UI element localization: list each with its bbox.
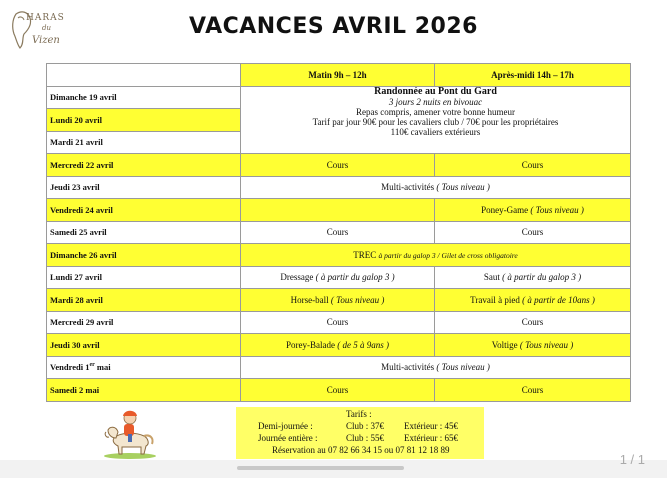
fullday-activity <box>241 244 631 267</box>
activity-note: ( à partir du galop 3 ) <box>315 272 395 283</box>
header-morning: Matin 9h – 12h <box>241 64 435 87</box>
morning-activity <box>241 199 435 222</box>
activity-note: ( à partir de 10ans ) <box>522 294 595 305</box>
randonnee-line3: 110€ cavaliers extérieurs <box>390 126 481 137</box>
activity-name: Porey-Balade <box>286 339 335 350</box>
randonnee-subtitle: 3 jours 2 nuits en bivouac <box>388 96 483 107</box>
afternoon-activity: Cours <box>435 311 631 334</box>
half-day-club-price: Club : 37€ <box>346 421 385 431</box>
cartoon-rider-illustration <box>100 404 158 460</box>
day-label-prefix: Vendredi 1 <box>50 362 90 373</box>
activity-name: Multi-activités <box>381 362 435 373</box>
day-label: Samedi 25 avril <box>47 221 241 244</box>
activity-name: Saut <box>483 272 500 283</box>
activity-note: ( Tous niveau ) <box>519 339 574 350</box>
fullday-activity <box>241 176 631 199</box>
day-label: Jeudi 23 avril <box>47 176 241 199</box>
pony-rider-icon <box>100 404 158 460</box>
logo-text-top: HARAS <box>26 13 65 23</box>
tarifs-title: Tarifs : <box>346 409 372 419</box>
activity-note: ( à partir du galop 3 ) <box>502 272 582 283</box>
day-label: Mardi 28 avril <box>47 289 241 312</box>
day-label: Lundi 20 avril <box>47 109 241 132</box>
randonnee-cell <box>241 86 631 154</box>
day-label: Lundi 27 avril <box>47 266 241 289</box>
full-day-label: Journée entière : <box>258 433 318 443</box>
morning-activity <box>241 266 435 289</box>
table-row <box>47 86 631 109</box>
table-header-row <box>47 64 631 87</box>
activity-note: à partir du galop 3 / Gilet de cross obligatoire <box>378 250 518 260</box>
logo-text-middle: du <box>42 24 51 32</box>
morning-activity <box>241 289 435 312</box>
half-day-ext-price: Extérieur : 45€ <box>404 421 458 431</box>
day-label: Vendredi 24 avril <box>47 199 241 222</box>
table-row <box>47 221 631 244</box>
morning-activity <box>241 334 435 357</box>
full-day-club-price: Club : 55€ <box>346 433 385 443</box>
activity-note: ( Tous niveau ) <box>436 182 490 193</box>
day-label: Mardi 21 avril <box>47 131 241 154</box>
table-row <box>47 311 631 334</box>
day-label: Dimanche 19 avril <box>47 86 241 109</box>
page-title: VACANCES AVRIL 2026 <box>189 14 478 39</box>
table-row <box>47 154 631 177</box>
table-row <box>47 334 631 357</box>
activity-note: ( Tous niveau ) <box>330 294 385 305</box>
activity-name: Voltige <box>491 339 518 350</box>
header-blank-cell <box>47 64 241 87</box>
table-row <box>47 244 631 267</box>
afternoon-activity: Cours <box>435 221 631 244</box>
day-label <box>47 356 241 379</box>
randonnee-title: Randonnée au Pont du Gard <box>374 86 497 97</box>
afternoon-activity: Cours <box>435 379 631 402</box>
afternoon-activity <box>435 289 631 312</box>
table-row <box>47 289 631 312</box>
day-label: Dimanche 26 avril <box>47 244 241 267</box>
morning-activity: Cours <box>241 379 435 402</box>
half-day-label: Demi-journée : <box>258 421 313 431</box>
table-row <box>47 379 631 402</box>
day-label: Mercredi 22 avril <box>47 154 241 177</box>
activity-name: Multi-activités <box>381 182 435 193</box>
randonnee-line2: Tarif par jour 90€ pour les cavaliers club / 70€ pour les propriétaires <box>312 116 559 127</box>
activity-name: Poney-Game <box>481 204 529 215</box>
page-indicator: 1 / 1 <box>619 452 645 467</box>
randonnee-line1: Repas compris, amener votre bonne humeur <box>356 106 515 117</box>
activity-name: TREC <box>353 249 377 260</box>
morning-activity: Cours <box>241 221 435 244</box>
tarifs-box <box>236 407 484 459</box>
activity-name: Travail à pied <box>470 294 520 305</box>
morning-activity: Cours <box>241 154 435 177</box>
day-label: Samedi 2 mai <box>47 379 241 402</box>
header-afternoon: Après-midi 14h – 17h <box>435 64 631 87</box>
activity-note: ( de 5 à 9ans ) <box>337 339 389 350</box>
table-row <box>47 176 631 199</box>
day-label: Jeudi 30 avril <box>47 334 241 357</box>
activity-note: ( Tous niveau ) <box>530 204 584 215</box>
fullday-activity <box>241 356 631 379</box>
schedule-table <box>46 63 631 402</box>
table-row <box>47 356 631 379</box>
afternoon-activity <box>435 334 631 357</box>
day-label-sup: er <box>89 362 95 369</box>
activity-note: ( Tous niveau ) <box>436 362 490 373</box>
day-label-suffix: mai <box>94 362 111 373</box>
full-day-ext-price: Extérieur : 65€ <box>404 433 458 443</box>
table-row <box>47 199 631 222</box>
reservation-phone: Réservation au 07 82 66 34 15 ou 07 81 12 18 89 <box>272 445 450 455</box>
activity-name: Dressage <box>280 272 314 283</box>
morning-activity: Cours <box>241 311 435 334</box>
table-row <box>47 266 631 289</box>
afternoon-activity <box>435 266 631 289</box>
afternoon-activity <box>435 199 631 222</box>
day-label: Mercredi 29 avril <box>47 311 241 334</box>
afternoon-activity: Cours <box>435 154 631 177</box>
horizontal-scrollbar[interactable] <box>237 466 404 470</box>
logo-text-bottom: Vizen <box>32 35 60 46</box>
activity-name: Horse-ball <box>290 294 329 305</box>
